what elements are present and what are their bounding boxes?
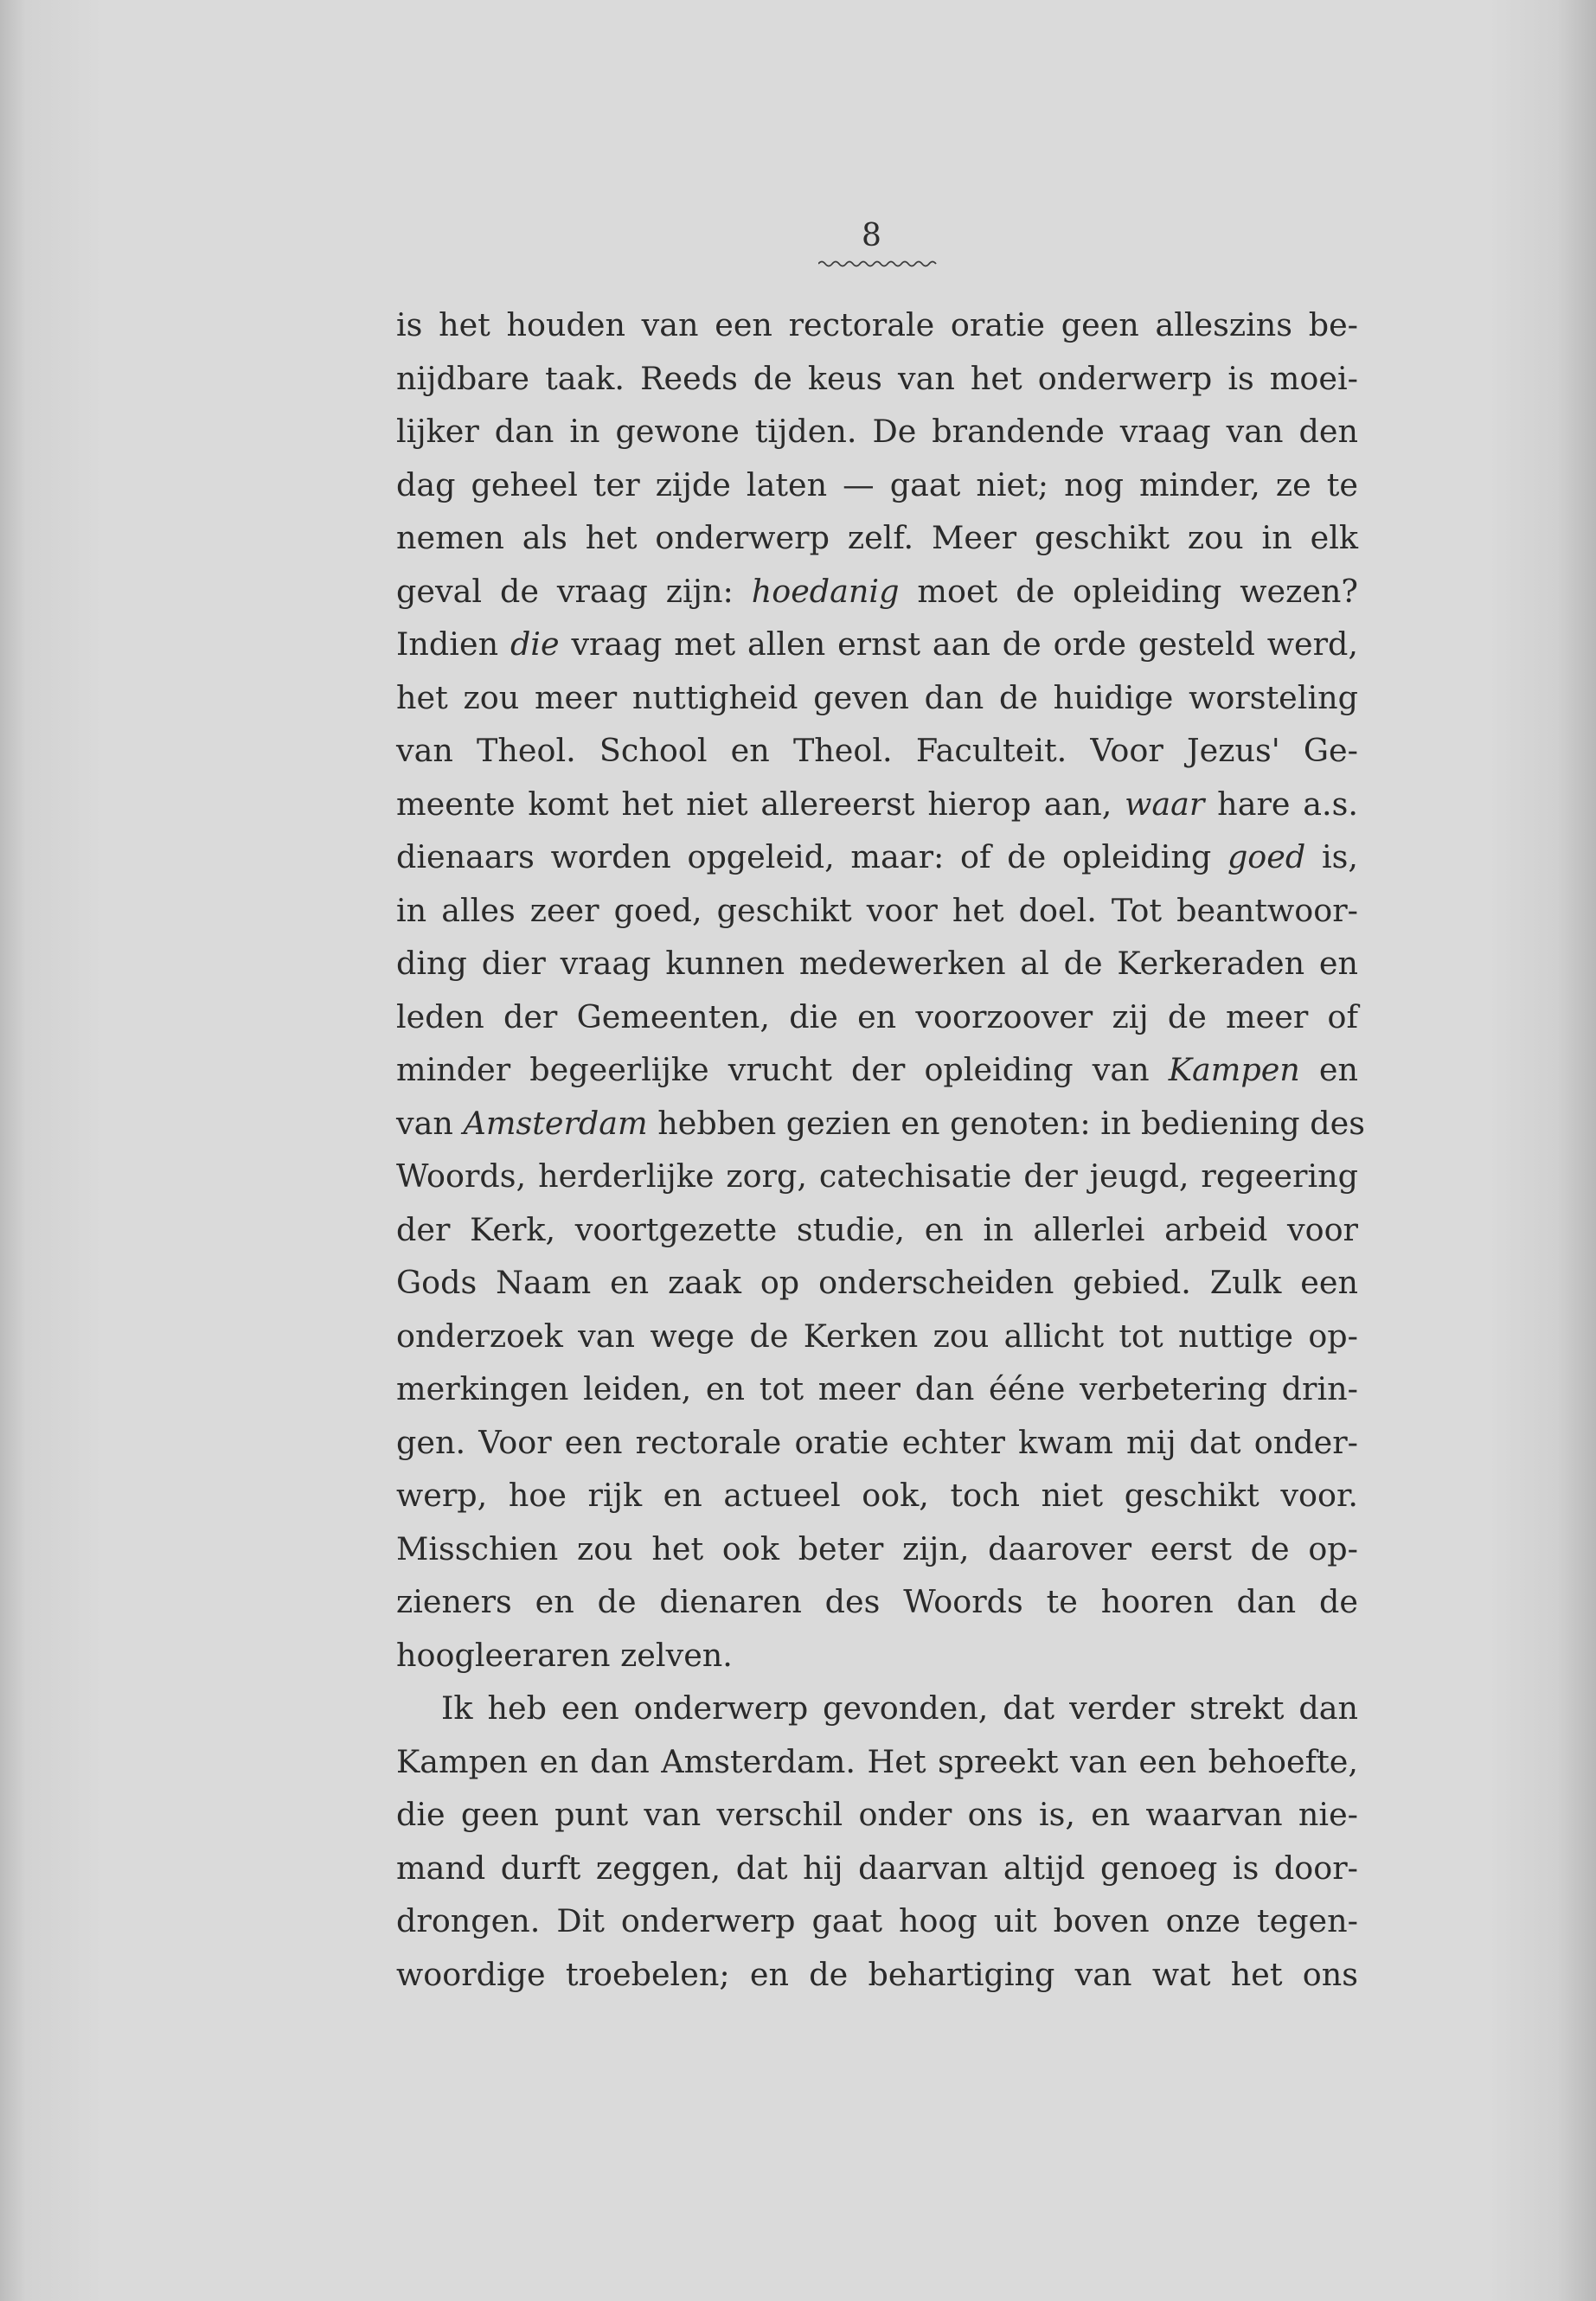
text-span: is het houden van een rectorale oratie geen alleszins be- — [396, 306, 1358, 343]
text-line — [396, 1362, 1358, 1416]
text-span: meente komt het niet allereerst hierop aan, — [396, 785, 1125, 823]
page-number: 8 — [862, 218, 881, 253]
text-line — [396, 1788, 1358, 1842]
text-line — [396, 884, 1358, 938]
text-line — [396, 937, 1358, 990]
text-span: Kampen en dan Amsterdam. Het spreekt van een behoefte, — [396, 1742, 1358, 1780]
text-span: nijdbare taak. Reeds de keus van het onderwerp is moei- — [396, 359, 1358, 397]
text-line — [396, 1150, 1358, 1203]
italic-text: Amsterdam — [463, 1104, 648, 1142]
text-span: hebben gezien en genoten: in bediening des — [647, 1104, 1365, 1142]
text-span: die geen punt van verschil onder ons is, en waarvan nie- — [396, 1796, 1358, 1833]
text-span: Ik heb een onderwerp gevonden, dat verder strekt dan — [441, 1689, 1358, 1727]
text-line — [396, 724, 1358, 778]
text-line — [396, 1043, 1358, 1097]
italic-text: goed — [1227, 838, 1306, 875]
text-line — [396, 1203, 1358, 1257]
text-span: ding dier vraag kunnen medewerken al de Kerkeraden en — [396, 945, 1358, 982]
text-span: Woords, herderlijke zorg, catechisatie der jeugd, regeering — [396, 1157, 1358, 1195]
text-line — [396, 618, 1358, 671]
text-line — [396, 565, 1358, 619]
body-text — [396, 298, 1365, 2001]
text-line — [396, 298, 1358, 352]
text-span: mand durft zeggen, dat hij daarvan altijd genoeg is door- — [396, 1849, 1358, 1887]
text-span: merkingen leiden, en tot meer dan ééne verbetering drin- — [396, 1370, 1358, 1407]
text-line — [396, 458, 1358, 512]
text-line — [396, 511, 1358, 565]
italic-text: waar — [1125, 785, 1205, 823]
text-span: het zou meer nuttigheid geven dan de huidige worsteling — [396, 678, 1358, 716]
text-span: vraag met allen ernst aan de orde gesteld werd, — [559, 625, 1358, 663]
italic-text: hoedanig — [751, 572, 900, 610]
text-line — [396, 1469, 1358, 1522]
italic-text: Kampen — [1168, 1051, 1300, 1088]
text-span: van Theol. School en Theol. Faculteit. Voor Jezus' Ge- — [396, 732, 1358, 769]
text-line — [396, 1416, 1358, 1470]
text-line — [396, 1682, 1358, 1735]
text-span: van — [396, 1104, 464, 1142]
text-span: dienaars worden opgeleid, maar: of de opleiding — [396, 838, 1227, 875]
text-line — [396, 1629, 1358, 1682]
text-span: woordige troebelen; en de behartiging van wat het ons — [396, 1955, 1358, 1993]
text-span: drongen. Dit onderwerp gaat hoog uit boven onze tegen- — [396, 1902, 1358, 1939]
text-line — [396, 1575, 1358, 1629]
text-line — [396, 1310, 1358, 1363]
text-line — [396, 778, 1358, 831]
text-span: der Kerk, voortgezette studie, en in allerlei arbeid voor — [396, 1210, 1358, 1248]
text-span: minder begeerlijke vrucht der opleiding van — [396, 1051, 1169, 1088]
text-line — [396, 1522, 1358, 1576]
text-span: hoogleeraren zelven. — [396, 1636, 733, 1674]
text-span: moet de opleiding wezen? — [899, 572, 1358, 610]
text-span: geval de vraag zijn: — [396, 572, 752, 610]
text-span: en — [1299, 1051, 1358, 1088]
text-span: gen. Voor een rectorale oratie echter kwam mij dat onder- — [396, 1423, 1358, 1461]
text-span: nemen als het onderwerp zelf. Meer geschikt zou in elk — [396, 519, 1358, 556]
text-span: hare a.s. — [1204, 785, 1358, 823]
text-span: in alles zeer goed, geschikt voor het doel. Tot beantwoor- — [396, 891, 1358, 929]
text-line — [396, 1256, 1358, 1310]
text-line — [396, 1948, 1358, 2002]
text-line — [396, 671, 1358, 725]
text-line — [396, 405, 1358, 458]
text-span: lijker dan in gewone tijden. De brandende vraag van den — [396, 413, 1358, 450]
text-line — [396, 1097, 1365, 1150]
text-span: Misschien zou het ook beter zijn, daarover eerst de op- — [396, 1529, 1358, 1567]
text-span: leden der Gemeenten, die en voorzoover zij de meer of — [396, 997, 1358, 1035]
text-line — [396, 990, 1358, 1044]
text-span: onderzoek van wege de Kerken zou allicht tot nuttige op- — [396, 1317, 1358, 1355]
text-line — [396, 1894, 1358, 1948]
text-span: is, — [1305, 838, 1358, 875]
text-line — [396, 830, 1358, 884]
text-span: werp, hoe rijk en actueel ook, toch niet geschikt voor. — [396, 1477, 1358, 1514]
text-line — [396, 1735, 1358, 1789]
text-span: Gods Naam en zaak op onderscheiden gebied. Zulk een — [396, 1264, 1358, 1301]
text-line — [396, 1842, 1358, 1895]
text-span: dag geheel ter zijde laten — gaat niet; nog minder, ze te — [396, 465, 1358, 503]
text-span: zieners en de dienaren des Woords te hooren dan de — [396, 1583, 1358, 1620]
italic-text: die — [510, 625, 560, 663]
text-span: Indien — [396, 625, 510, 663]
wavy-rule-ornament — [818, 258, 939, 270]
text-line — [396, 352, 1358, 406]
